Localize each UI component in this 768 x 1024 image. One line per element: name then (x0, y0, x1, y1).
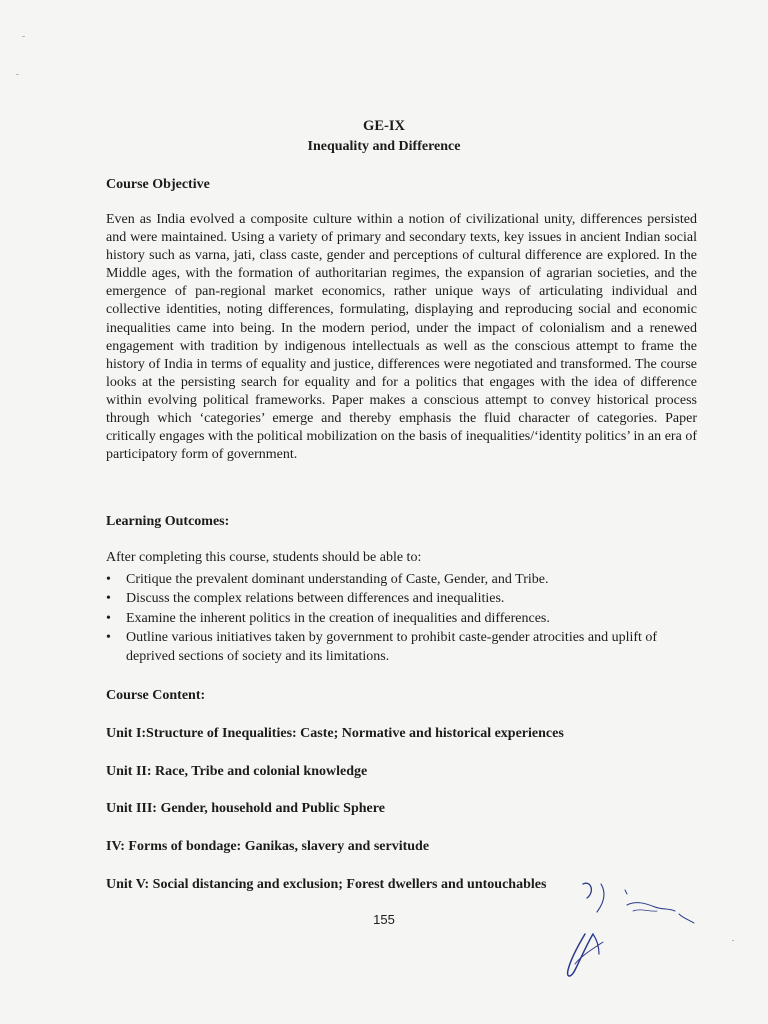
list-item (106, 609, 698, 628)
bullet-dot-icon: • (106, 591, 111, 607)
learning-outcomes-heading: Learning Outcomes: (106, 514, 230, 529)
bullet-dot-icon: • (106, 572, 111, 587)
course-title-heading: Inequality and Difference (307, 139, 461, 154)
unit-heading-5: Unit V: Social distancing and exclusion; Forest dwellers and untouchables (106, 877, 547, 892)
scan-speck (732, 940, 734, 941)
outcome-text: Examine the inherent politics in the creation of inequalities and differences. (126, 610, 550, 626)
handwritten-signature-icon (555, 860, 725, 995)
list-item (106, 628, 698, 667)
scan-speck (22, 36, 25, 37)
scan-speck (16, 74, 19, 75)
outcome-text: Discuss the complex relations between differences and inequalities. (126, 591, 505, 607)
list-item (106, 589, 698, 608)
list-item (106, 570, 698, 589)
outcome-text: Outline various initiatives taken by government to prohibit caste-gender atrocities and uplift of deprived sections of society and its limitations. (126, 629, 658, 665)
unit-heading-2: Unit II: Race, Tribe and colonial knowledge (106, 764, 368, 779)
unit-heading-3: Unit III: Gender, household and Public Sphere (106, 801, 385, 816)
unit-heading-4: IV: Forms of bondage: Ganikas, slavery and servitude (106, 839, 430, 854)
learning-outcomes-list (106, 570, 698, 666)
outcome-text: Critique the prevalent dominant understanding of Caste, Gender, and Tribe. (126, 572, 549, 587)
course-code-heading: GE-IX (363, 118, 405, 134)
course-content-heading: Course Content: (106, 688, 206, 703)
bullet-dot-icon: • (106, 610, 111, 626)
course-objective-paragraph: Even as India evolved a composite culture within a notion of civilizational unity, differences persisted and were maintained. Using a variety of primary and secondary texts, key issues in ancient Indian social history such as varna, jati, class caste, gender and perceptions of cultural difference are explored. In the Middle ages, with the formation of authoritarian regimes, the expansion of agrarian societies, and the emergence of pan-regional market economics, rather unique ways of articulating individual and collective identities, noting differences, formulating, displaying and reproducing social and economic inequalities came into being. In the modern period, under the impact of colonialism and a renewed engagement with tradition by indigenous intellectuals as well as the conscious attempt to frame the history of India in terms of equality and justice, differences were negotiated and transformed. The course looks at the persisting search for equality and for a politics that engages with the idea of difference within evolving political frameworks. Paper makes a conscious attempt to convey historical process through which ‘categories’ emerge and thereby emphasis the fluid character of categories. Paper critically engages with the political mobilization on the basis of inequalities/‘identity politics’ in an era of participatory form of government. (106, 212, 697, 463)
bullet-dot-icon: • (106, 629, 111, 645)
unit-heading-1: Unit I:Structure of Inequalities: Caste; Normative and historical experiences (106, 726, 564, 741)
course-objective-heading: Course Objective (106, 177, 210, 192)
page-number: 155 (373, 912, 395, 927)
learning-outcomes-intro: After completing this course, students should be able to: (106, 550, 422, 565)
